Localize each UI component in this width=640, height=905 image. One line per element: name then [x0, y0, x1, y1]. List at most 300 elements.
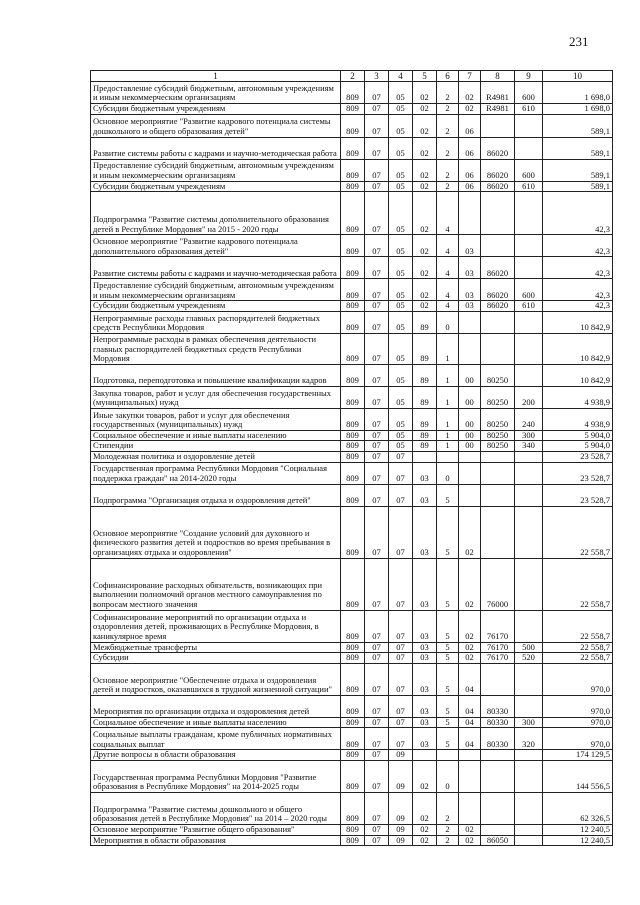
program-code: 89: [413, 386, 437, 408]
section-code: 07: [365, 642, 389, 653]
ministry-code: 809: [341, 750, 365, 761]
section-code: 07: [365, 653, 389, 664]
row-name: Предоставление субсидий бюджетным, автономным учреждениям и иным некоммерческим организациям: [91, 159, 341, 181]
expense-type-code: [515, 824, 543, 835]
subprogram-code: 0: [437, 462, 459, 484]
amount: 144 556,5: [543, 760, 613, 792]
program-code: 03: [413, 717, 437, 728]
activity-code: [459, 760, 481, 792]
expense-type-code: [515, 610, 543, 642]
table-row: [91, 506, 613, 558]
subsection-code: 05: [389, 408, 413, 430]
expense-type-code: [515, 506, 543, 558]
direction-code: 76170: [481, 642, 515, 653]
section-code: 07: [365, 104, 389, 115]
program-code: 89: [413, 430, 437, 441]
amount: 970,0: [543, 728, 613, 750]
table-row: [91, 663, 613, 695]
column-header-program: 5: [413, 71, 437, 82]
subprogram-code: 4: [437, 235, 459, 257]
program-code: 02: [413, 235, 437, 257]
amount: 589,1: [543, 159, 613, 181]
program-code: 89: [413, 311, 437, 333]
row-name: Софинансирование мероприятий по организации отдыха и оздоровления детей, проживающих в Республике Мордовия, в каникулярное время: [91, 610, 341, 642]
direction-code: [481, 663, 515, 695]
activity-code: [459, 451, 481, 462]
amount: 589,1: [543, 137, 613, 159]
amount: 5 904,0: [543, 430, 613, 441]
direction-code: [481, 750, 515, 761]
expense-type-code: 600: [515, 159, 543, 181]
program-code: 89: [413, 333, 437, 364]
table-row: [91, 792, 613, 824]
expense-type-code: 340: [515, 441, 543, 452]
table-row: [91, 441, 613, 452]
program-code: 02: [413, 792, 437, 824]
row-name: Межбюджетные трансферты: [91, 642, 341, 653]
ministry-code: 809: [341, 451, 365, 462]
section-code: 07: [365, 192, 389, 235]
table-row: [91, 311, 613, 333]
subprogram-code: 2: [437, 835, 459, 846]
activity-code: 02: [459, 506, 481, 558]
subsection-code: 05: [389, 441, 413, 452]
subprogram-code: 1: [437, 430, 459, 441]
table-row: [91, 835, 613, 846]
ministry-code: 809: [341, 824, 365, 835]
subsection-code: 09: [389, 824, 413, 835]
subprogram-code: 5: [437, 695, 459, 717]
expense-type-code: 610: [515, 104, 543, 115]
ministry-code: 809: [341, 653, 365, 664]
table-row: [91, 386, 613, 408]
expense-type-code: [515, 137, 543, 159]
subprogram-code: 5: [437, 728, 459, 750]
ministry-code: 809: [341, 192, 365, 235]
row-name: Субсидии бюджетным учреждениям: [91, 181, 341, 192]
table-row: [91, 430, 613, 441]
table-row: [91, 137, 613, 159]
expense-type-code: [515, 663, 543, 695]
section-code: 07: [365, 181, 389, 192]
subsection-code: 05: [389, 114, 413, 137]
expense-type-code: [515, 558, 543, 610]
amount: 970,0: [543, 695, 613, 717]
activity-code: 04: [459, 695, 481, 717]
section-code: 07: [365, 301, 389, 312]
expense-type-code: [515, 192, 543, 235]
direction-code: [481, 192, 515, 235]
amount: 42,3: [543, 235, 613, 257]
program-code: 02: [413, 301, 437, 312]
ministry-code: 809: [341, 760, 365, 792]
row-name: Субсидии бюджетным учреждениям: [91, 104, 341, 115]
program-code: 02: [413, 114, 437, 137]
column-header-name: 1: [91, 71, 341, 82]
row-name: Мероприятия в области образования: [91, 835, 341, 846]
expense-type-code: [515, 364, 543, 386]
subsection-code: 05: [389, 82, 413, 104]
section-code: 07: [365, 506, 389, 558]
row-name: Другие вопросы в области образования: [91, 750, 341, 761]
section-code: 07: [365, 441, 389, 452]
activity-code: 06: [459, 114, 481, 137]
row-name: Основное мероприятие "Развитие общего образования": [91, 824, 341, 835]
ministry-code: 809: [341, 792, 365, 824]
direction-code: 80330: [481, 728, 515, 750]
amount: 23 528,7: [543, 484, 613, 506]
ministry-code: 809: [341, 728, 365, 750]
program-code: 02: [413, 192, 437, 235]
section-code: 07: [365, 235, 389, 257]
section-code: 07: [365, 792, 389, 824]
subprogram-code: 2: [437, 114, 459, 137]
subsection-code: 05: [389, 192, 413, 235]
table-row: [91, 257, 613, 279]
amount: 23 528,7: [543, 462, 613, 484]
table-row: [91, 104, 613, 115]
subprogram-code: [437, 750, 459, 761]
table-row: [91, 760, 613, 792]
column-header-expense-type: 9: [515, 71, 543, 82]
subprogram-code: 2: [437, 181, 459, 192]
amount: 10 842,9: [543, 333, 613, 364]
amount: 42,3: [543, 279, 613, 301]
subsection-code: 05: [389, 364, 413, 386]
ministry-code: 809: [341, 301, 365, 312]
program-code: 03: [413, 728, 437, 750]
program-code: 02: [413, 257, 437, 279]
direction-code: 86020: [481, 301, 515, 312]
amount: 12 240,5: [543, 835, 613, 846]
expense-type-code: [515, 750, 543, 761]
subprogram-code: 2: [437, 792, 459, 824]
column-header-amount: 10: [543, 71, 613, 82]
amount: 42,3: [543, 301, 613, 312]
table-row: [91, 114, 613, 137]
subprogram-code: 4: [437, 279, 459, 301]
subprogram-code: 1: [437, 364, 459, 386]
program-code: 03: [413, 695, 437, 717]
expense-type-code: [515, 695, 543, 717]
amount: 22 558,7: [543, 642, 613, 653]
ministry-code: 809: [341, 610, 365, 642]
activity-code: [459, 333, 481, 364]
section-code: 07: [365, 430, 389, 441]
subsection-code: 09: [389, 750, 413, 761]
section-code: 07: [365, 760, 389, 792]
ministry-code: 809: [341, 408, 365, 430]
program-code: 02: [413, 104, 437, 115]
column-header-section: 3: [365, 71, 389, 82]
ministry-code: 809: [341, 114, 365, 137]
direction-code: 80330: [481, 717, 515, 728]
expense-type-code: 300: [515, 430, 543, 441]
ministry-code: 809: [341, 82, 365, 104]
activity-code: 02: [459, 82, 481, 104]
activity-code: 03: [459, 279, 481, 301]
direction-code: 86020: [481, 159, 515, 181]
program-code: 03: [413, 462, 437, 484]
subsection-code: 07: [389, 728, 413, 750]
activity-code: 00: [459, 386, 481, 408]
expense-type-code: 200: [515, 386, 543, 408]
expense-type-code: 520: [515, 653, 543, 664]
row-name: Стипендии: [91, 441, 341, 452]
subprogram-code: 1: [437, 408, 459, 430]
section-code: 07: [365, 82, 389, 104]
row-name: Развитие системы работы с кадрами и научно-методическая работа: [91, 137, 341, 159]
expense-type-code: 600: [515, 279, 543, 301]
subprogram-code: 4: [437, 257, 459, 279]
program-code: 03: [413, 642, 437, 653]
section-code: 07: [365, 364, 389, 386]
activity-code: 03: [459, 257, 481, 279]
expense-type-code: [515, 257, 543, 279]
table-row: [91, 484, 613, 506]
direction-code: 86050: [481, 835, 515, 846]
direction-code: [481, 506, 515, 558]
table-row: [91, 750, 613, 761]
activity-code: 02: [459, 610, 481, 642]
table-row: [91, 279, 613, 301]
subprogram-code: 5: [437, 506, 459, 558]
section-code: 07: [365, 663, 389, 695]
subprogram-code: 0: [437, 760, 459, 792]
row-name: Софинансирование расходных обязательств, возникающих при выполнении полномочий органов местного самоуправления по вопросам местного значения: [91, 558, 341, 610]
table-row: [91, 451, 613, 462]
amount: 970,0: [543, 717, 613, 728]
expense-type-code: [515, 114, 543, 137]
expense-type-code: 610: [515, 301, 543, 312]
row-name: Закупка товаров, работ и услуг для обеспечения государственных (муниципальных) нужд: [91, 386, 341, 408]
ministry-code: 809: [341, 181, 365, 192]
activity-code: 04: [459, 728, 481, 750]
direction-code: [481, 484, 515, 506]
subprogram-code: 1: [437, 441, 459, 452]
row-name: Молодежная политика и оздоровление детей: [91, 451, 341, 462]
amount: 22 558,7: [543, 558, 613, 610]
row-name: Подпрограмма "Организация отдыха и оздоровления детей": [91, 484, 341, 506]
subsection-code: 07: [389, 642, 413, 653]
column-header-direction: 8: [481, 71, 515, 82]
subsection-code: 05: [389, 333, 413, 364]
expense-type-code: [515, 484, 543, 506]
subsection-code: 05: [389, 311, 413, 333]
direction-code: 86020: [481, 279, 515, 301]
ministry-code: 809: [341, 484, 365, 506]
ministry-code: 809: [341, 663, 365, 695]
table-row: [91, 728, 613, 750]
row-name: Государственная программа Республики Мордовия "Социальная поддержка граждан" на 2014-2020 годы: [91, 462, 341, 484]
amount: 22 558,7: [543, 610, 613, 642]
amount: 589,1: [543, 181, 613, 192]
section-code: 07: [365, 824, 389, 835]
activity-code: 00: [459, 441, 481, 452]
row-name: Иные закупки товаров, работ и услуг для обеспечения государственных (муниципальных) нужд: [91, 408, 341, 430]
subprogram-code: 2: [437, 824, 459, 835]
amount: 10 842,9: [543, 364, 613, 386]
section-code: 07: [365, 451, 389, 462]
subprogram-code: 2: [437, 137, 459, 159]
activity-code: [459, 311, 481, 333]
activity-code: 00: [459, 364, 481, 386]
row-name: Субсидии бюджетным учреждениям: [91, 301, 341, 312]
table-header-row: [91, 71, 613, 82]
row-name: Подпрограмма "Развитие системы дополнительного образования детей в Республике Мордовия" на 2015 - 2020 годы: [91, 192, 341, 235]
activity-code: [459, 750, 481, 761]
section-code: 07: [365, 558, 389, 610]
subsection-code: 05: [389, 430, 413, 441]
section-code: 07: [365, 835, 389, 846]
subsection-code: 07: [389, 451, 413, 462]
program-code: 02: [413, 159, 437, 181]
table-body: [91, 82, 613, 846]
table-row: [91, 695, 613, 717]
program-code: 02: [413, 82, 437, 104]
ministry-code: 809: [341, 430, 365, 441]
ministry-code: 809: [341, 364, 365, 386]
row-name: Основное мероприятие "Развитие кадрового потенциала дополнительного образования детей": [91, 235, 341, 257]
subsection-code: 07: [389, 484, 413, 506]
subsection-code: 05: [389, 137, 413, 159]
direction-code: 86020: [481, 137, 515, 159]
activity-code: [459, 792, 481, 824]
direction-code: 80250: [481, 408, 515, 430]
section-code: 07: [365, 717, 389, 728]
expense-type-code: [515, 333, 543, 364]
ministry-code: 809: [341, 257, 365, 279]
column-header-activity: 7: [459, 71, 481, 82]
subsection-code: 09: [389, 760, 413, 792]
program-code: 02: [413, 760, 437, 792]
program-code: 89: [413, 408, 437, 430]
direction-code: [481, 760, 515, 792]
section-code: 07: [365, 695, 389, 717]
section-code: 07: [365, 484, 389, 506]
activity-code: 03: [459, 301, 481, 312]
subprogram-code: 5: [437, 484, 459, 506]
program-code: 02: [413, 835, 437, 846]
activity-code: 06: [459, 137, 481, 159]
subsection-code: 05: [389, 235, 413, 257]
activity-code: 02: [459, 835, 481, 846]
ministry-code: 809: [341, 137, 365, 159]
page-number: 231: [569, 34, 589, 49]
table-row: [91, 408, 613, 430]
ministry-code: 809: [341, 835, 365, 846]
subprogram-code: 5: [437, 558, 459, 610]
subprogram-code: 5: [437, 610, 459, 642]
subsection-code: 05: [389, 181, 413, 192]
direction-code: 80330: [481, 695, 515, 717]
direction-code: [481, 311, 515, 333]
direction-code: [481, 792, 515, 824]
section-code: 07: [365, 257, 389, 279]
direction-code: 76170: [481, 610, 515, 642]
program-code: 89: [413, 364, 437, 386]
row-name: Основное мероприятие "Развитие кадрового потенциала системы дошкольного и общего образования детей": [91, 114, 341, 137]
row-name: Непрограммные расходы главных распорядителей бюджетных средств Республики Мордовия: [91, 311, 341, 333]
ministry-code: 809: [341, 333, 365, 364]
ministry-code: 809: [341, 279, 365, 301]
activity-code: 02: [459, 104, 481, 115]
subprogram-code: 4: [437, 192, 459, 235]
direction-code: 80250: [481, 441, 515, 452]
expense-type-code: [515, 792, 543, 824]
ministry-code: 809: [341, 558, 365, 610]
subsection-code: 07: [389, 663, 413, 695]
activity-code: 00: [459, 408, 481, 430]
table-row: [91, 192, 613, 235]
subsection-code: 05: [389, 104, 413, 115]
activity-code: 04: [459, 717, 481, 728]
table-row: [91, 462, 613, 484]
subsection-code: 07: [389, 506, 413, 558]
direction-code: 80250: [481, 430, 515, 441]
program-code: 03: [413, 610, 437, 642]
ministry-code: 809: [341, 104, 365, 115]
amount: 62 326,5: [543, 792, 613, 824]
row-name: Подпрограмма "Развитие системы дошкольного и общего образования детей в Республике Мордовия" на 2014 – 2020 годы: [91, 792, 341, 824]
activity-code: [459, 462, 481, 484]
row-name: Субсидии: [91, 653, 341, 664]
activity-code: 06: [459, 159, 481, 181]
activity-code: 02: [459, 642, 481, 653]
subprogram-code: [437, 451, 459, 462]
program-code: 03: [413, 506, 437, 558]
ministry-code: 809: [341, 506, 365, 558]
direction-code: [481, 451, 515, 462]
direction-code: 80250: [481, 364, 515, 386]
column-header-subsection: 4: [389, 71, 413, 82]
direction-code: [481, 462, 515, 484]
subsection-code: 09: [389, 792, 413, 824]
section-code: 07: [365, 333, 389, 364]
table-row: [91, 181, 613, 192]
amount: 1 698,0: [543, 104, 613, 115]
program-code: 03: [413, 484, 437, 506]
expense-type-code: [515, 760, 543, 792]
subprogram-code: 4: [437, 301, 459, 312]
table-row: [91, 333, 613, 364]
row-name: Непрограммные расходы в рамках обеспечения деятельности главных распорядителей бюджетных средств Республики Мордовия: [91, 333, 341, 364]
ministry-code: 809: [341, 695, 365, 717]
section-code: 07: [365, 114, 389, 137]
activity-code: 03: [459, 235, 481, 257]
expense-type-code: [515, 835, 543, 846]
table-row: [91, 159, 613, 181]
subprogram-code: 2: [437, 159, 459, 181]
amount: 970,0: [543, 663, 613, 695]
activity-code: 02: [459, 653, 481, 664]
direction-code: 76000: [481, 558, 515, 610]
amount: 5 904,0: [543, 441, 613, 452]
subsection-code: 07: [389, 695, 413, 717]
table-row: [91, 82, 613, 104]
subsection-code: 07: [389, 717, 413, 728]
program-code: 02: [413, 181, 437, 192]
section-code: 07: [365, 750, 389, 761]
program-code: 03: [413, 558, 437, 610]
amount: 589,1: [543, 114, 613, 137]
direction-code: R4981: [481, 104, 515, 115]
program-code: 02: [413, 137, 437, 159]
program-code: 03: [413, 653, 437, 664]
row-name: Социальное обеспечение и иные выплаты населению: [91, 717, 341, 728]
section-code: 07: [365, 279, 389, 301]
subprogram-code: 5: [437, 717, 459, 728]
